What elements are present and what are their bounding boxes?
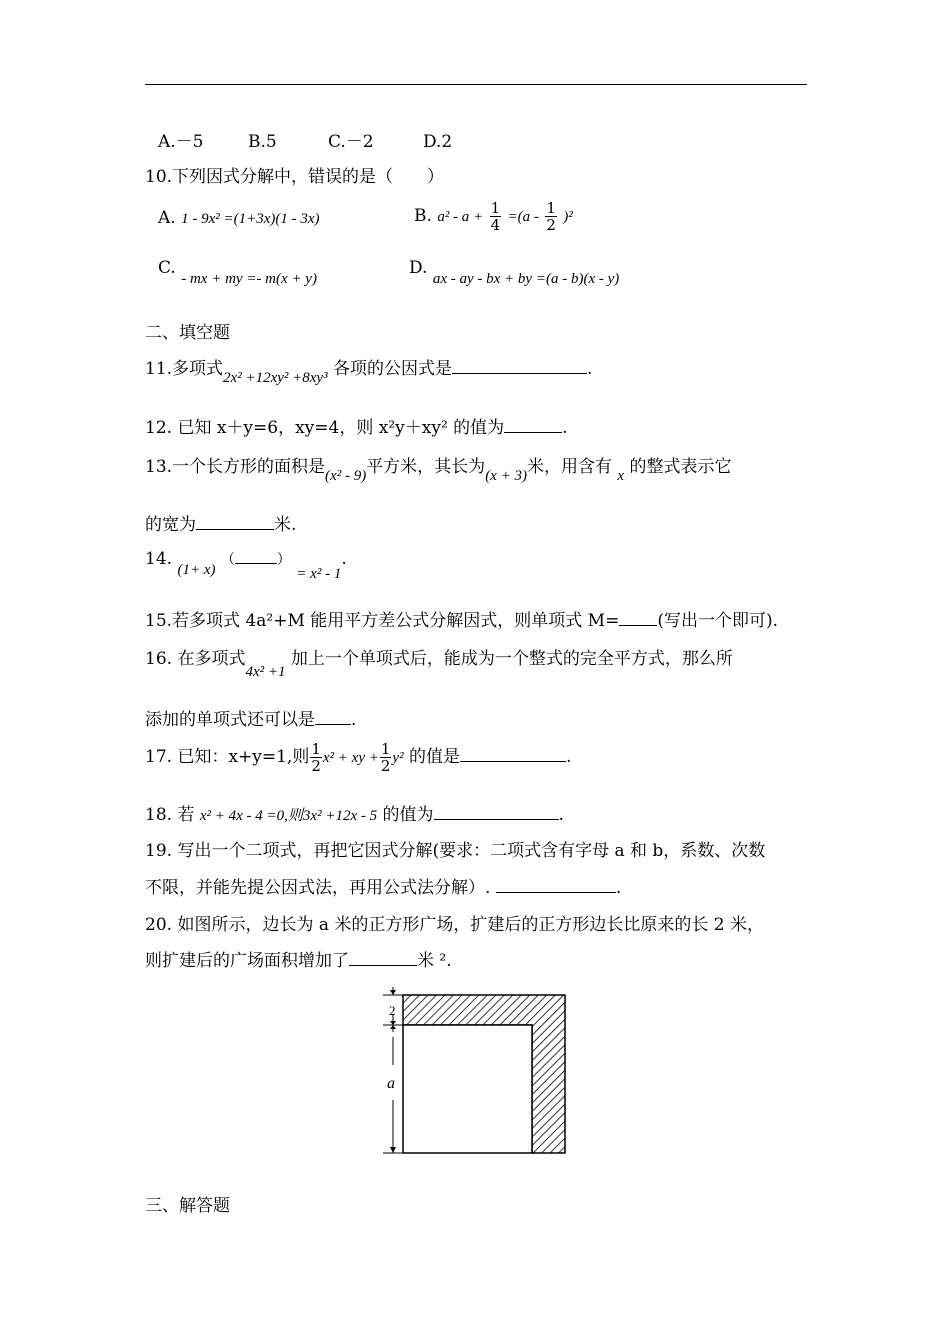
q10-a-label: A. <box>158 208 176 228</box>
q17-pre: 17. 已知：x+y=1,则 <box>145 747 310 767</box>
q14-pre: 14. <box>145 549 173 569</box>
q13 <box>145 452 732 484</box>
q16-expr: 4x² +1 <box>245 664 286 680</box>
q10-b-frac2-den: 2 <box>546 216 556 234</box>
q17-frac1-den: 2 <box>311 757 321 775</box>
q10-stem: 10.下列因式分解中，错误的是（ ） <box>145 167 445 187</box>
q9-option-d: D.2 <box>423 132 453 152</box>
q16-post: 加上一个单项式后，能成为一个整式的完全平方式，那么所 <box>290 649 733 669</box>
q14-expr2: = x² - 1 <box>296 566 342 582</box>
q19-end: . <box>615 878 622 898</box>
arrowhead-3 <box>390 1025 396 1029</box>
q18-end: . <box>558 805 564 825</box>
arrowhead-2 <box>390 1021 396 1025</box>
q14 <box>145 549 347 582</box>
q9-option-c: C.－2 <box>328 132 374 152</box>
q14-expr1: (1+ x) <box>177 562 216 578</box>
q15-end: (写出一个即可). <box>657 611 778 631</box>
q13-post: 的整式表示它 <box>629 457 732 477</box>
q13-pre: 13.一个长方形的面积是 <box>145 457 326 477</box>
q18-pre: 18. 若 <box>145 805 195 825</box>
q11-answer-blank[interactable] <box>452 359 587 374</box>
q15-answer-blank[interactable] <box>619 611 657 626</box>
q18-expr: x² + 4x - 4 =0,则3x² +12x - 5 <box>199 808 378 824</box>
q20-line2 <box>145 946 452 971</box>
q19-answer-blank[interactable] <box>496 878 616 893</box>
q14-end: . <box>341 549 347 569</box>
q15-text: 15.若多项式 4a²+M 能用平方差公式分解因式，则单项式 M= <box>145 611 620 631</box>
q17-answer-blank[interactable] <box>460 747 566 762</box>
q16 <box>145 644 733 680</box>
q10-option-d <box>409 258 620 287</box>
q13-mid2: 米，用含有 <box>526 457 612 477</box>
arrowhead-1 <box>390 990 396 995</box>
q18-post: 的值为 <box>382 805 434 825</box>
q10-b-expr-mid: =(a - <box>507 209 539 225</box>
q9-option-a: A.－5 <box>158 132 204 152</box>
q20-line1: 20. 如图所示，边长为 a 米的正方形广场，扩建后的正方形边长比原来的长 2 米， <box>145 915 765 935</box>
q14-paren-close: ） <box>276 552 291 568</box>
q10-b-frac-num: 1 <box>490 199 501 217</box>
header-rule <box>145 84 807 85</box>
q19-line2-text: 不限，并能先提公因式法，再用公式法分解）. <box>145 878 491 898</box>
q11-expr: 2x² +12xy² +8xy³ <box>223 370 328 386</box>
q13-end: 米. <box>274 515 297 535</box>
q17-mid1: x² + xy + <box>322 750 379 766</box>
q14-paren-open: （ <box>220 552 235 568</box>
q9-option-b: B.5 <box>248 132 277 152</box>
q12-text: 12. 已知 x＋y=6，xy=4，则 x²y＋xy² 的值为 <box>145 418 505 438</box>
q10-c-expr: - mx + my =- m(x + y) <box>181 271 317 287</box>
q15 <box>145 606 778 631</box>
q10-b-expr-left: a² - a + <box>437 209 484 225</box>
q10-b-fraction-2 <box>545 200 557 233</box>
q10-b-expr-right: )² <box>563 209 573 225</box>
q10-b-label: B. <box>414 206 432 226</box>
q13-mid1: 平方米，其长为 <box>366 457 486 477</box>
q10-b-fraction <box>490 200 502 233</box>
arrowhead-4 <box>390 1147 396 1153</box>
q13-expr2: (x + 3) <box>485 468 527 484</box>
q13-line2 <box>145 510 296 535</box>
q17-fraction-1 <box>310 741 322 774</box>
q17-frac2-den: 2 <box>380 757 391 775</box>
q17-mid2: y² <box>392 750 404 766</box>
q10-c-label: C. <box>158 258 176 278</box>
figure-label-2: 2 <box>389 1003 396 1018</box>
q17-frac2-num: 1 <box>380 740 391 758</box>
q16-answer-blank[interactable] <box>315 710 351 725</box>
q11-pre: 11.多项式 <box>145 359 224 379</box>
q12 <box>145 413 568 438</box>
section-3-title: 三、解答题 <box>145 1196 230 1216</box>
q18 <box>145 800 564 825</box>
q11-post: 各项的公因式是 <box>332 359 452 379</box>
q18-answer-blank[interactable] <box>434 805 559 820</box>
q20-end: 米 ². <box>417 951 452 971</box>
q20-line2-text: 则扩建后的广场面积增加了 <box>145 951 349 971</box>
q10-a-expr: 1 - 9x² =(1+3x)(1 - 3x) <box>181 211 320 227</box>
q16-line2 <box>145 705 356 730</box>
q16-pre: 16. 在多项式 <box>145 649 246 669</box>
q10-b-frac-den: 4 <box>490 216 501 234</box>
q10-option-c <box>158 258 317 287</box>
q13-expr1: (x² - 9) <box>325 468 367 484</box>
q16-end: . <box>351 710 357 730</box>
q13-line2-text: 的宽为 <box>145 515 196 535</box>
q16-line2-text: 添加的单项式还可以是 <box>145 710 315 730</box>
original-square <box>403 1025 532 1153</box>
q17-frac1-num: 1 <box>311 740 321 758</box>
q20-answer-blank[interactable] <box>349 951 417 966</box>
q11 <box>145 354 593 386</box>
q10-option-b <box>414 200 573 233</box>
q19-line2 <box>145 873 621 898</box>
section-2-title: 二、填空题 <box>145 323 230 343</box>
q17-fraction-2 <box>380 741 392 774</box>
q17 <box>145 741 571 774</box>
q10-option-a <box>158 208 320 228</box>
figure-label-a: a <box>387 1075 395 1092</box>
q13-answer-blank[interactable] <box>196 515 274 530</box>
q12-end: . <box>562 418 568 438</box>
q10-b-frac2-num: 1 <box>546 199 556 217</box>
q12-answer-blank[interactable] <box>504 418 562 433</box>
q11-end: . <box>586 359 593 379</box>
q9-options <box>158 127 452 152</box>
q10-d-label: D. <box>409 258 428 278</box>
square-expansion-figure <box>378 985 572 1159</box>
q17-end: . <box>565 747 572 767</box>
q17-post: 的值是 <box>408 747 460 767</box>
q14-answer-blank[interactable] <box>235 549 277 564</box>
q13-expr3: x <box>617 468 625 484</box>
q10-d-expr: ax - ay - bx + by =(a - b)(x - y) <box>432 271 620 287</box>
q19-line1: 19. 写出一个二项式，再把它因式分解(要求：二项式含有字母 a 和 b，系数、次数 <box>145 841 766 861</box>
